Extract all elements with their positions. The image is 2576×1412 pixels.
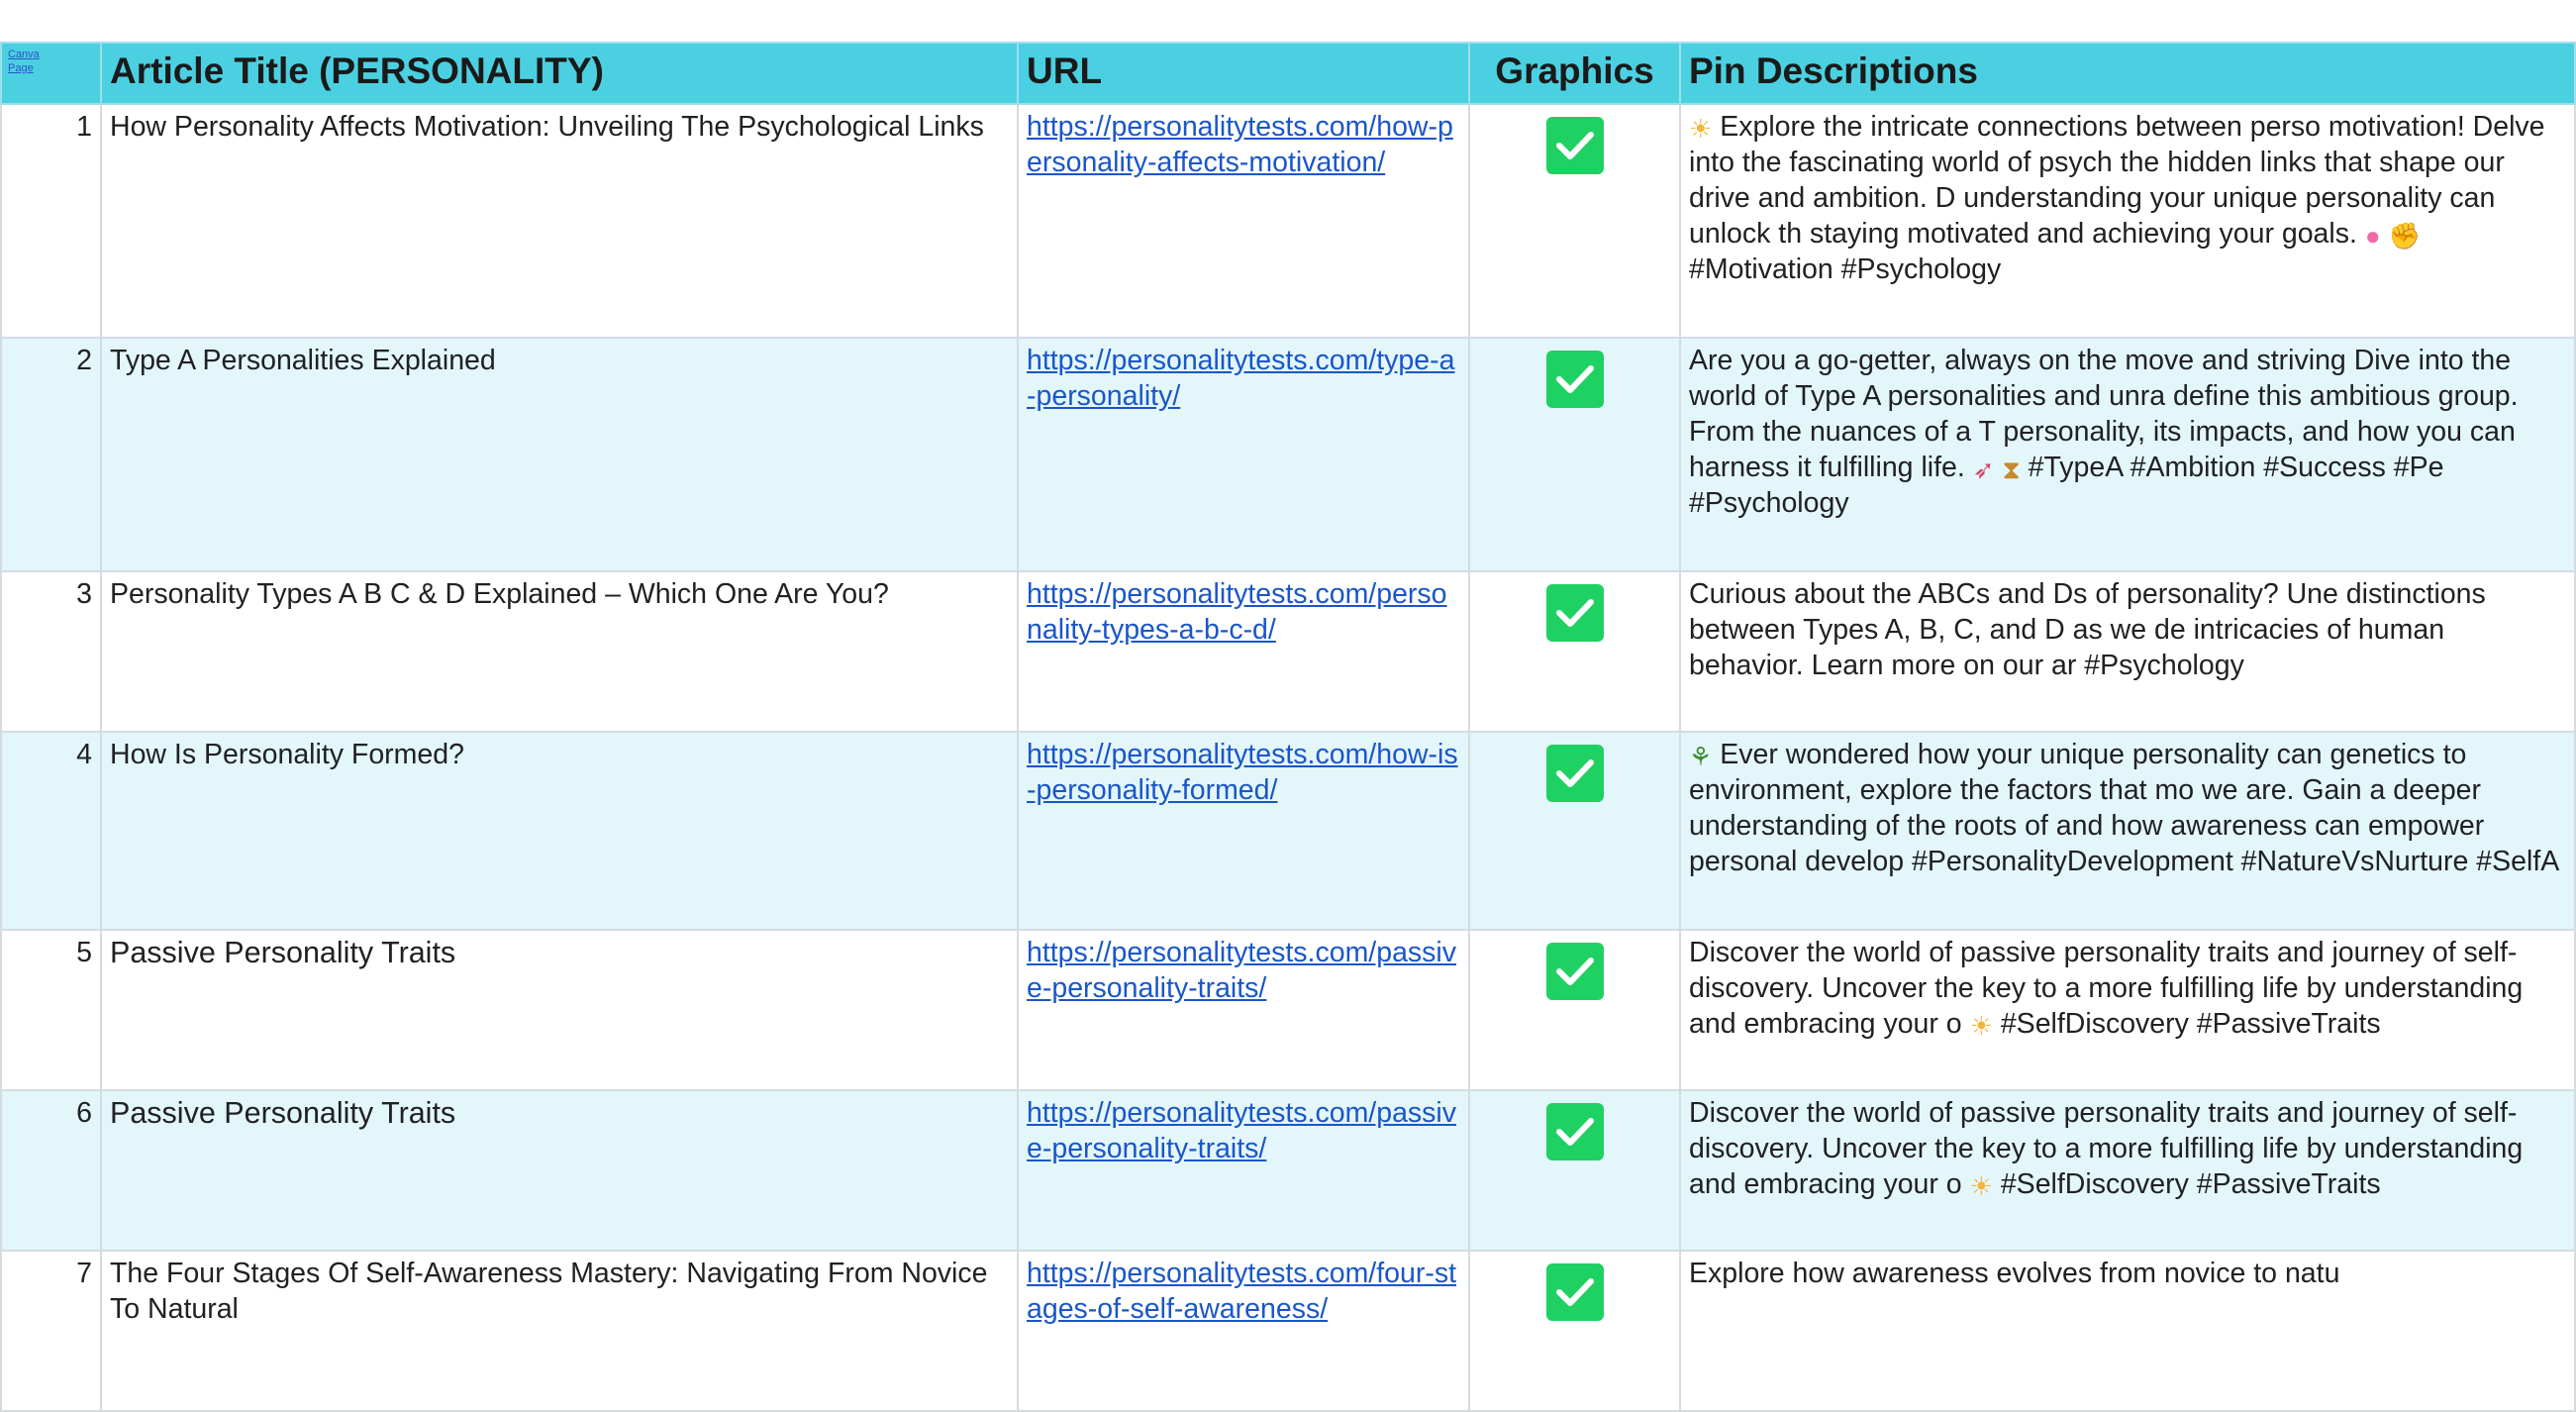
article-url-link[interactable]: https://personalitytests.com/how-personality-affects-motivation/ bbox=[1027, 111, 1453, 178]
pin-hashtags: #SelfDiscovery #PassiveTraits bbox=[2000, 1168, 2381, 1200]
article-title-header[interactable]: Article Title (PERSONALITY) bbox=[101, 43, 1018, 104]
article-title-cell[interactable]: Type A Personalities Explained bbox=[101, 338, 1018, 571]
graphics-cell[interactable] bbox=[1469, 1090, 1680, 1251]
pin-descriptions-header[interactable]: Pin Descriptions bbox=[1680, 43, 2575, 104]
pin-text: Ever wondered how your unique personality can genetics to environment, explore the factors that mo we are. Gain a deeper understanding of the roots of and how awareness can empower personal develop #PersonalityDevelopment #NatureVsNurture #SelfA bbox=[1689, 739, 2560, 877]
pin-description-cell[interactable] bbox=[1680, 930, 2575, 1090]
sun-icon: ☀ bbox=[1689, 114, 1713, 144]
url-cell[interactable] bbox=[1018, 1090, 1469, 1251]
graphics-checkbox-checked-icon[interactable] bbox=[1546, 943, 1604, 1000]
article-url-link[interactable]: https://personalitytests.com/how-is-personality-formed/ bbox=[1027, 739, 1458, 806]
pin-description-cell[interactable] bbox=[1680, 338, 2575, 571]
hourglass-icon: ⧗ bbox=[2002, 454, 2021, 484]
article-url-link[interactable]: https://personalitytests.com/passive-personality-traits/ bbox=[1027, 937, 1457, 1004]
pin-hashtags: #Motivation #Psychology bbox=[1689, 253, 2002, 285]
graphics-checkbox-checked-icon[interactable] bbox=[1546, 1103, 1604, 1160]
row-number: 2 bbox=[1, 338, 101, 571]
pin-text: Explore how awareness evolves from novice to natu bbox=[1689, 1258, 2340, 1289]
article-url-link[interactable]: https://personalitytests.com/type-a-personality/ bbox=[1027, 345, 1455, 412]
pin-hashtags: #TypeA #Ambition #Success #Pe #Psychology bbox=[1689, 452, 2444, 519]
table-row bbox=[1, 104, 2575, 338]
row-number: 5 bbox=[1, 930, 101, 1090]
sun-icon: ☀ bbox=[1969, 1171, 1993, 1201]
pin-text: Explore the intricate connections between perso motivation! Delve into the fascinating world of psych the hidden links that shape our drive and ambition. D understanding your unique personality can unlock th staying motivated and achieving your goals. bbox=[1689, 111, 2545, 250]
table-row bbox=[1, 1251, 2575, 1411]
table-row bbox=[1, 732, 2575, 930]
article-title-cell[interactable]: Personality Types A B C & D Explained – Which One Are You? bbox=[101, 571, 1018, 732]
pin-description-cell[interactable] bbox=[1680, 571, 2575, 732]
graphics-checkbox-checked-icon[interactable] bbox=[1546, 351, 1604, 408]
spreadsheet bbox=[0, 42, 2560, 1325]
article-title-cell[interactable]: How Personality Affects Motivation: Unveiling The Psychological Links bbox=[101, 104, 1018, 338]
pin-description-cell[interactable] bbox=[1680, 104, 2575, 338]
url-cell[interactable] bbox=[1018, 930, 1469, 1090]
article-title-cell[interactable]: How Is Personality Formed? bbox=[101, 732, 1018, 930]
pin-hashtags: #SelfDiscovery #PassiveTraits bbox=[2000, 1008, 2381, 1040]
pin-text: Discover the world of passive personality traits and journey of self-discovery. Uncover the key to a more fulfilling life by understanding and embracing your o bbox=[1689, 937, 2524, 1040]
graphics-cell[interactable] bbox=[1469, 338, 1680, 571]
article-title-cell[interactable]: Passive Personality Traits bbox=[101, 930, 1018, 1090]
graphics-cell[interactable] bbox=[1469, 571, 1680, 732]
table-row bbox=[1, 930, 2575, 1090]
url-header[interactable]: URL bbox=[1018, 43, 1469, 104]
pin-text: Are you a go-getter, always on the move and striving Dive into the world of Type A personalities and unra define this ambitious group. From the nuances of a T personality, its impacts, and how you can harness it fulfilling life. bbox=[1689, 345, 2519, 483]
table-row bbox=[1, 571, 2575, 732]
header-row bbox=[1, 43, 2575, 104]
article-url-link[interactable]: https://personalitytests.com/four-stages-of-self-awareness/ bbox=[1027, 1258, 1456, 1325]
articles-table bbox=[0, 42, 2576, 1412]
row-number: 4 bbox=[1, 732, 101, 930]
pin-text: Discover the world of passive personality traits and journey of self-discovery. Uncover the key to a more fulfilling life by understanding and embracing your o bbox=[1689, 1097, 2524, 1200]
pin-description-cell[interactable] bbox=[1680, 732, 2575, 930]
graphics-checkbox-checked-icon[interactable] bbox=[1546, 117, 1604, 174]
graphics-header[interactable]: Graphics bbox=[1469, 43, 1680, 104]
graphics-cell[interactable] bbox=[1469, 930, 1680, 1090]
row-number: 1 bbox=[1, 104, 101, 338]
rocket-icon: ➶ bbox=[1972, 454, 1995, 484]
table-row bbox=[1, 338, 2575, 571]
graphics-checkbox-checked-icon[interactable] bbox=[1546, 584, 1604, 642]
row-number: 7 bbox=[1, 1251, 101, 1411]
url-cell[interactable] bbox=[1018, 732, 1469, 930]
url-cell[interactable] bbox=[1018, 104, 1469, 338]
row-number-header bbox=[1, 43, 101, 104]
pin-text: Curious about the ABCs and Ds of personality? Une distinctions between Types A, B, C, and D as we de intricacies of human behavior. Learn more on our ar #Psychology bbox=[1689, 578, 2486, 681]
article-url-link[interactable]: https://personalitytests.com/personality-types-a-b-c-d/ bbox=[1027, 578, 1447, 646]
graphics-cell[interactable] bbox=[1469, 732, 1680, 930]
pin-description-cell[interactable] bbox=[1680, 1090, 2575, 1251]
row-number: 6 bbox=[1, 1090, 101, 1251]
row-number: 3 bbox=[1, 571, 101, 732]
canva-page-link[interactable]: Canva Page bbox=[8, 49, 40, 74]
graphics-checkbox-checked-icon[interactable] bbox=[1546, 1263, 1604, 1321]
url-cell[interactable] bbox=[1018, 571, 1469, 732]
table-row bbox=[1, 1090, 2575, 1251]
muscle-icon: ✊ bbox=[2388, 221, 2421, 251]
article-url-link[interactable]: https://personalitytests.com/passive-personality-traits/ bbox=[1027, 1097, 1457, 1164]
article-title-cell[interactable]: The Four Stages Of Self-Awareness Mastery: Navigating From Novice To Natural bbox=[101, 1251, 1018, 1411]
article-title-cell[interactable]: Passive Personality Traits bbox=[101, 1090, 1018, 1251]
graphics-checkbox-checked-icon[interactable] bbox=[1546, 745, 1604, 802]
url-cell[interactable] bbox=[1018, 338, 1469, 571]
pin-description-cell[interactable] bbox=[1680, 1251, 2575, 1411]
brain-icon: ● bbox=[2364, 221, 2381, 251]
url-cell[interactable] bbox=[1018, 1251, 1469, 1411]
seedling-icon: ⚘ bbox=[1689, 742, 1713, 771]
sun-icon: ☀ bbox=[1969, 1011, 1993, 1041]
graphics-cell[interactable] bbox=[1469, 1251, 1680, 1411]
graphics-cell[interactable] bbox=[1469, 104, 1680, 338]
